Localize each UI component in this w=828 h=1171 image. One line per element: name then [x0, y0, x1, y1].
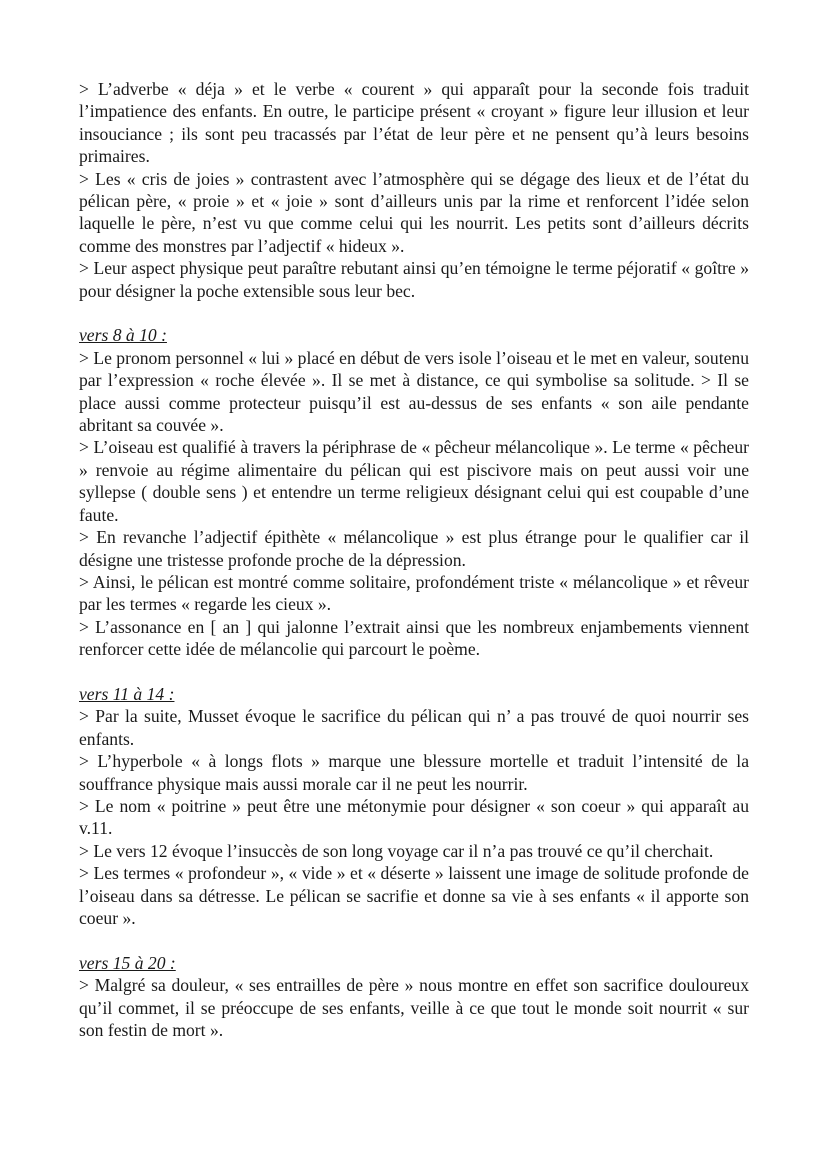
spacer	[79, 929, 749, 951]
document-page	[79, 78, 749, 1041]
paragraph: > L’assonance en [ an ] qui jalonne l’extrait ainsi que les nombreux enjambements viennent renforcer cette idée de mélancolie qui parcourt le poème.	[79, 616, 749, 660]
paragraph: > Le pronom personnel « lui » placé en début de vers isole l’oiseau et le met en valeur, soutenu par l’expression « roche élevée ». Il se met à distance, ce qui symbolise sa solitude. > Il se place aussi comme protecteur puisqu’il est au-dessus de ses enfants « son aile pendante abritant sa couvée ».	[79, 347, 749, 436]
paragraph: > L’oiseau est qualifié à travers la périphrase de « pêcheur mélancolique ». Le terme « pêcheur » renvoie au régime alimentaire du pélican qui est piscivore mais on peut aussi voir une syllepse ( double sens ) et entendre un terme religieux désignant celui qui est coupable d’une faute.	[79, 437, 749, 525]
section-vers-15-20	[79, 952, 749, 1042]
paragraph: > Les « cris de joies » contrastent avec l’atmosphère qui se dégage des lieux et de l’état du pélican père, « proie » et « joie » sont d’ailleurs unis par la rime et renforcent l’idée selon laquelle le père, n’est vu que comme celui qui les nourrit. Les petits sont d’ailleurs décrits comme des monstres par l’adjectif « hideux ».	[79, 168, 749, 256]
paragraph: > Le vers 12 évoque l’insuccès de son long voyage car il n’a pas trouvé ce qu’il cherchait.	[79, 840, 714, 861]
section-intro	[79, 78, 749, 302]
section-heading: vers 8 à 10 :	[79, 325, 167, 346]
paragraph: > Le nom « poitrine » peut être une métonymie pour désigner « son coeur » qui apparaît au v.11.	[79, 795, 749, 839]
paragraph: > Les termes « profondeur », « vide » et « déserte » laissent une image de solitude profonde de l’oiseau dans sa détresse. Le pélican se sacrifie et donne sa vie à ses enfants « il apporte son coeur ».	[79, 863, 749, 928]
paragraph: > Malgré sa douleur, « ses entrailles de père » nous montre en effet son sacrifice douloureux qu’il commet, il se préoccupe de ses enfants, veille à ce que tout le monde soit nourrit « sur son festin de mort ».	[79, 975, 749, 1041]
section-heading: vers 15 à 20 :	[79, 952, 176, 973]
paragraph: > L’adverbe « déja » et le verbe « courent » qui apparaît pour la seconde fois traduit l’impatience des enfants. En outre, le participe présent « croyant » figure leur illusion et leur insouciance ; ils sont peu tracassés par l’état de leur père et ne pensent qu’à leurs besoins primaires.	[79, 79, 749, 167]
paragraph: > Leur aspect physique peut paraître rebutant ainsi qu’en témoigne le terme péjoratif « goître » pour désigner la poche extensible sous leur bec.	[79, 258, 749, 301]
paragraph: > Ainsi, le pélican est montré comme solitaire, profondément triste « mélancolique » et rêveur par les termes « regarde les cieux ».	[79, 571, 749, 615]
paragraph: > Par la suite, Musset évoque le sacrifice du pélican qui n’ a pas trouvé de quoi nourrir ses enfants.	[79, 706, 749, 749]
paragraph: > L’hyperbole « à longs flots » marque une blessure mortelle et traduit l’intensité de la souffrance physique mais aussi morale car il ne peut les nourrir.	[79, 751, 749, 794]
paragraph: > En revanche l’adjectif épithète « mélancolique » est plus étrange pour le qualifier car il désigne une tristesse profonde proche de la dépression.	[79, 527, 749, 570]
spacer	[79, 661, 749, 683]
section-vers-8-10	[79, 324, 749, 660]
section-vers-11-14	[79, 683, 749, 929]
spacer	[79, 302, 749, 324]
section-heading: vers 11 à 14 :	[79, 683, 175, 704]
